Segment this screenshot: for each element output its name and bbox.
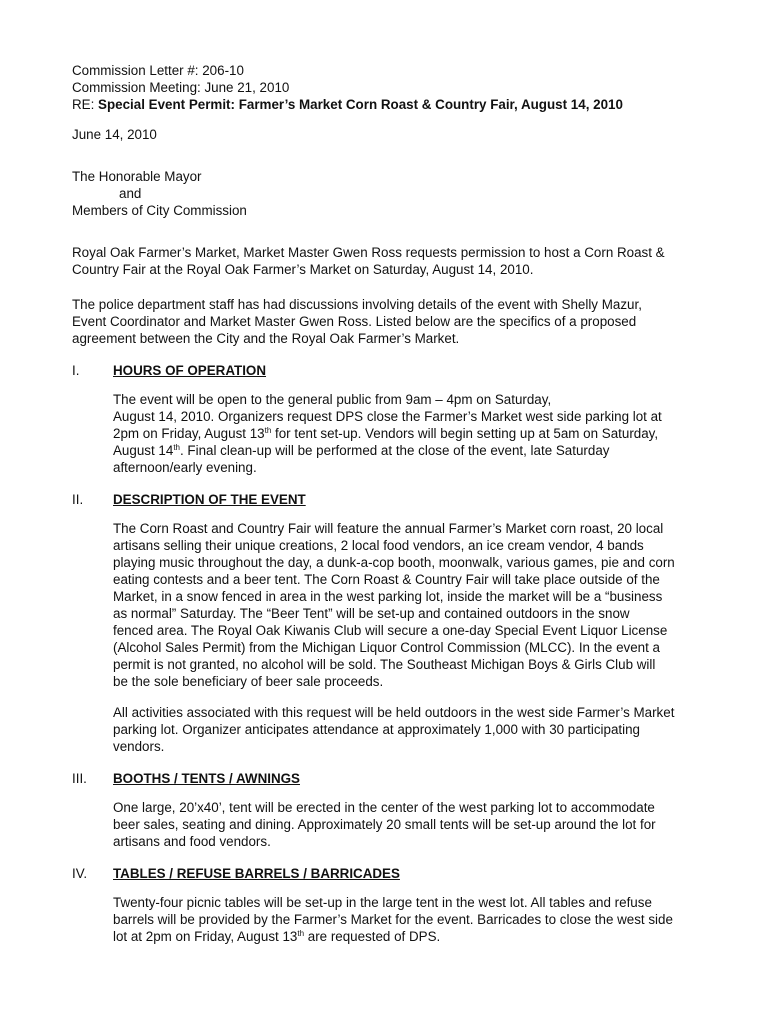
section-title: DESCRIPTION OF THE EVENT [113,492,306,507]
intro-p2-line: agreement between the City and the Royal Oak Farmer’s Market. [72,331,460,346]
body-line: eating contests and a beer tent. The Corn Roast & Country Fair will take place outside of the [113,572,660,587]
re-prefix: RE: [72,97,99,112]
letter-date: June 14, 2010 [72,127,157,142]
body-text: for tent set-up. Vendors will begin setting up at 5am on Saturday, [271,426,659,441]
intro-paragraph-2 [72,296,702,347]
body-line [113,425,702,442]
body-line: permit is not granted, no alcohol will be sold. The Southeast Michigan Boys & Girls Club will [113,657,656,672]
body-line: artisans and food vendors. [113,834,271,849]
addressee-line-3: Members of City Commission [72,203,247,218]
section-body [113,894,702,945]
body-line: vendors. [113,739,165,754]
body-line: beer sales, seating and dining. Approximately 20 small tents will be set-up around the lot for [113,817,656,832]
section-heading [72,865,702,882]
letter-number: Commission Letter #: 206-10 [72,63,244,78]
ordinal-suffix: th [264,426,272,435]
section-title: HOURS OF OPERATION [113,363,267,378]
ordinal-suffix: th [173,443,180,452]
description-paragraph-1 [113,520,702,690]
section-numeral: IV. [72,866,88,881]
body-text: lot at 2pm on Friday, August 13 [113,929,298,944]
body-text: 2pm on Friday, August 13 [113,426,265,441]
body-line: The Corn Roast and Country Fair will feature the annual Farmer’s Market corn roast, 20 local [113,521,664,536]
intro-p2-line: The police department staff has had discussions involving details of the event with Shelly Mazur, [72,297,642,312]
document-page [72,62,702,945]
body-line: All activities associated with this request will be held outdoors in the west side Farmer’s Market [113,705,675,720]
body-line: playing music throughout the day, a dunk-a-cop booth, moonwalk, various games, pie and corn [113,555,675,570]
section-numeral: III. [72,771,87,786]
body-line: Twenty-four picnic tables will be set-up in the large tent in the west lot. All tables and refuse [113,895,652,910]
body-line: fenced area. The Royal Oak Kiwanis Club will secure a one-day Special Event Liquor License [113,623,668,638]
body-line: Market, in a snow fenced in area in the west parking lot, inside the market will be a “business [113,589,663,604]
intro-p1-line: Country Fair at the Royal Oak Farmer’s Market on Saturday, August 14, 2010. [72,262,534,277]
meeting-date: Commission Meeting: June 21, 2010 [72,80,290,95]
section-heading [72,770,702,787]
body-line: afternoon/early evening. [113,460,257,475]
section-numeral: I. [72,363,80,378]
body-line: parking lot. Organizer anticipates attendance at approximately 1,000 with 30 participating [113,722,641,737]
body-line: The event will be open to the general public from 9am – 4pm on Saturday, [113,392,552,407]
body-line: barrels will be provided by the Farmer’s Market for the event. Barricades to close the west side [113,912,673,927]
body-line [113,928,702,945]
section-body [113,520,702,755]
section-body [113,391,702,476]
section-body [113,799,702,850]
intro-paragraph-1 [72,244,702,278]
addressee-line-1: The Honorable Mayor [72,169,202,184]
description-paragraph-2 [113,704,702,755]
section-title: TABLES / REFUSE BARRELS / BARRICADES [113,866,400,881]
body-line: (Alcohol Sales Permit) from the Michigan Liquor Control Commission (MLCC). In the event a [113,640,660,655]
body-line [113,442,702,459]
addressee-line-2: and [119,186,142,201]
body-line: One large, 20’x40’, tent will be erected in the center of the west parking lot to accommodate [113,800,655,815]
booths-paragraph [113,799,702,850]
body-text: . Final clean-up will be performed at the close of the event, late Saturday [179,443,610,458]
intro-p2-line: Event Coordinator and Market Master Gwen Ross. Listed below are the specifics of a proposed [72,314,637,329]
section-numeral: II. [72,492,84,507]
intro-p1-line: Royal Oak Farmer’s Market, Market Master Gwen Ross requests permission to host a Corn Roast & [72,245,665,260]
section-heading [72,491,702,508]
body-text: August 14 [113,443,174,458]
re-line [72,96,702,113]
body-line: be the sole beneficiary of beer sale proceeds. [113,674,384,689]
body-line: as normal” Saturday. The “Beer Tent” will be set-up and contained outdoors in the snow [113,606,630,621]
re-subject: Special Event Permit: Farmer’s Market Corn Roast & Country Fair, August 14, 2010 [98,97,623,112]
body-text: are requested of DPS. [304,929,441,944]
body-line: artisans selling their unique creations, 2 local food vendors, an ice cream vendor, 4 bands [113,538,644,553]
ordinal-suffix: th [297,929,305,938]
section-title: BOOTHS / TENTS / AWNINGS [113,771,300,786]
body-line: August 14, 2010. Organizers request DPS close the Farmer’s Market west side parking lot at [113,409,662,424]
section-heading [72,362,702,379]
